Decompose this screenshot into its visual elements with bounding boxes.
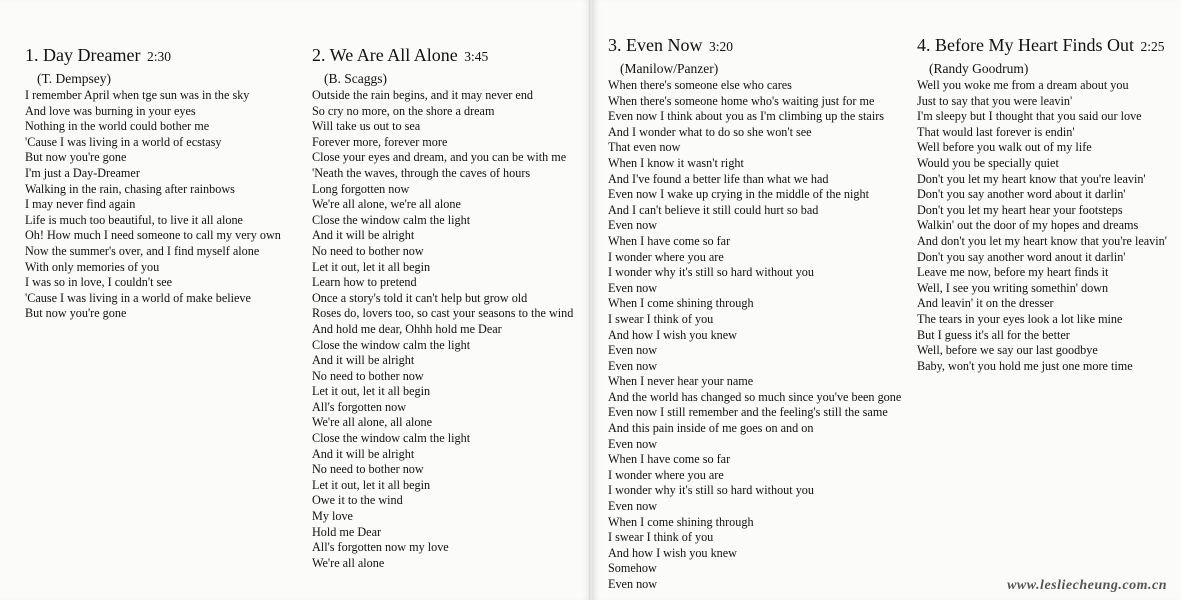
- song-column: [25, 44, 300, 322]
- song-writer: (B. Scaggs): [324, 71, 387, 86]
- lyric-line: Forever more, forever more: [312, 134, 448, 149]
- song-title-text: 4. Before My Heart Finds Out: [917, 35, 1134, 55]
- lyrics-list: [608, 78, 908, 593]
- song-writer: (Manilow/Panzer): [620, 61, 719, 76]
- lyric-line: 'Neath the waves, through the caves of hours: [312, 165, 531, 180]
- lyric-line: Let it out, let it all begin: [312, 259, 431, 274]
- song-duration: 2:30: [146, 49, 171, 64]
- lyric-line: When I come shining through: [608, 514, 754, 529]
- lyric-line: And this pain inside of me goes on and on: [608, 421, 814, 436]
- lyric-line: But I guess it's all for the better: [917, 327, 1070, 342]
- lyric-line: And it will be alright: [312, 228, 415, 243]
- lyric-line: And I wonder what to do so she won't see: [608, 124, 812, 139]
- lyric-line: I wonder where you are: [608, 467, 724, 482]
- lyric-line: I swear I think of you: [608, 311, 714, 326]
- lyric-line: We're all alone: [312, 555, 385, 570]
- lyric-line: 'Cause I was living in a world of ecstasy: [25, 134, 222, 149]
- lyric-line: And hold me dear, Ohhh hold me Dear: [312, 321, 502, 336]
- lyric-line: Let it out, let it all begin: [312, 384, 431, 399]
- lyric-line: I wonder where you are: [608, 249, 724, 264]
- song-title: [25, 44, 300, 68]
- lyric-line: And don't you let my heart know that you're leavin': [917, 233, 1167, 248]
- lyric-line: That even now: [608, 140, 681, 155]
- lyrics-list: [25, 88, 300, 322]
- lyric-line: No need to bother now: [312, 462, 424, 477]
- lyric-line: And how I wish you knew: [608, 327, 737, 342]
- lyric-line: All's forgotten now my love: [312, 540, 449, 555]
- song-duration: 2:25: [1140, 39, 1165, 54]
- song-title: [312, 44, 587, 68]
- lyric-line: Just to say that you were leavin': [917, 93, 1073, 108]
- lyric-line: Even now: [608, 577, 658, 591]
- lyric-line: Baby, won't you hold me just one more time: [917, 358, 1133, 373]
- lyric-line: No need to bother now: [312, 243, 424, 258]
- lyrics-list: [312, 88, 587, 571]
- lyric-line: When I come shining through: [608, 296, 754, 311]
- lyric-line: Close the window calm the light: [312, 212, 471, 227]
- lyric-line: When I have come so far: [608, 233, 731, 248]
- lyric-line: So cry no more, on the shore a dream: [312, 103, 495, 118]
- song-column: [312, 44, 587, 571]
- lyric-line: I'm sleepy but I thought that you said our love: [917, 109, 1142, 124]
- song-title: [608, 34, 908, 58]
- lyric-line: I swear I think of you: [608, 530, 714, 545]
- song-title-text: 3. Even Now: [608, 35, 703, 55]
- lyric-line: Even now: [608, 499, 658, 514]
- lyric-line: Outside the rain begins, and it may never end: [312, 88, 534, 102]
- lyric-line: But now you're gone: [25, 150, 127, 165]
- lyric-line: Even now: [608, 218, 658, 233]
- song-title-text: 2. We Are All Alone: [312, 45, 458, 65]
- lyric-line: Oh! How much I need someone to call my very own: [25, 228, 281, 243]
- lyric-line: 'Cause I was living in a world of make believe: [25, 290, 251, 305]
- lyric-line: I wonder why it's still so hard without you: [608, 265, 814, 280]
- song-title-text: 1. Day Dreamer: [25, 45, 141, 65]
- lyric-line: Hold me Dear: [312, 524, 382, 539]
- lyric-line: Walking in the rain, chasing after rainbows: [25, 181, 235, 196]
- lyric-line: And leavin' it on the dresser: [917, 296, 1054, 311]
- lyric-line: Close your eyes and dream, and you can be with me: [312, 150, 567, 165]
- lyric-line: Let it out, let it all begin: [312, 477, 431, 492]
- lyric-line: And how I wish you knew: [608, 545, 737, 560]
- lyric-line: Well, I see you writing somethin' down: [917, 280, 1109, 295]
- lyric-line: Walkin' out the door of my hopes and dreams: [917, 218, 1139, 233]
- lyric-line: And it will be alright: [312, 446, 415, 461]
- lyric-line: We're all alone, we're all alone: [312, 197, 461, 212]
- lyric-line: Well, before we say our last goodbye: [917, 343, 1098, 358]
- lyric-line: Don't you say another word about it darlin': [917, 187, 1126, 202]
- lyrics-list: [917, 78, 1177, 374]
- lyric-line: And it will be alright: [312, 353, 415, 368]
- lyric-line: Long forgotten now: [312, 181, 410, 196]
- lyric-line: Roses do, lovers too, so cast your seasons to the wind: [312, 306, 574, 321]
- lyric-line: Close the window calm the light: [312, 431, 471, 446]
- lyric-line: Learn how to pretend: [312, 275, 417, 290]
- lyric-line: I remember April when tge sun was in the sky: [25, 88, 250, 102]
- song-writer: (T. Dempsey): [37, 71, 111, 86]
- song-duration: 3:20: [708, 39, 733, 54]
- song-title: [917, 34, 1177, 58]
- lyric-line: Well you woke me from a dream about you: [917, 78, 1129, 92]
- lyric-line: That would last forever is endin': [917, 124, 1075, 139]
- lyric-line: When I have come so far: [608, 452, 731, 467]
- lyric-line: With only memories of you: [25, 259, 160, 274]
- lyric-line: Life is much too beautiful, to live it all alone: [25, 212, 243, 227]
- lyric-line: When there's someone else who cares: [608, 78, 792, 92]
- lyric-line: I wonder why it's still so hard without you: [608, 483, 814, 498]
- lyric-line: Don't you let my heart hear your footsteps: [917, 202, 1123, 217]
- lyric-line: Don't you let my heart know that you're leavin': [917, 171, 1146, 186]
- song-column: [608, 34, 908, 593]
- lyric-line: All's forgotten now: [312, 399, 407, 414]
- lyric-line: Now the summer's over, and I find myself alone: [25, 243, 260, 258]
- lyric-line: Will take us out to sea: [312, 119, 421, 134]
- lyric-line: Even now I wake up crying in the middle of the night: [608, 187, 869, 202]
- lyric-line: Nothing in the world could bother me: [25, 119, 210, 134]
- song-duration: 3:45: [464, 49, 489, 64]
- lyric-line: And I can't believe it still could hurt so bad: [608, 202, 819, 217]
- lyric-line: Owe it to the wind: [312, 493, 403, 508]
- song-writer: (Randy Goodrum): [929, 61, 1029, 76]
- lyric-line: Leave me now, before my heart finds it: [917, 265, 1109, 280]
- song-column: [917, 34, 1177, 374]
- lyric-line: My love: [312, 509, 353, 524]
- lyric-line: Well before you walk out of my life: [917, 140, 1092, 155]
- lyric-line: We're all alone, all alone: [312, 415, 432, 430]
- lyric-line: Once a story's told it can't help but grow old: [312, 290, 528, 305]
- lyric-line: When there's someone home who's waiting just for me: [608, 93, 875, 108]
- lyric-line: Even now I think about you as I'm climbing up the stairs: [608, 109, 885, 124]
- lyric-line: Even now I still remember and the feeling's still the same: [608, 405, 888, 420]
- lyric-line: I'm just a Day-Dreamer: [25, 165, 140, 180]
- lyric-line: The tears in your eyes look a lot like mine: [917, 311, 1123, 326]
- website-watermark: www.lesliecheung.com.cn: [1007, 578, 1167, 593]
- lyric-line: Would you be specially quiet: [917, 155, 1059, 170]
- lyric-line: When I never hear your name: [608, 374, 754, 389]
- lyric-line: Even now: [608, 343, 658, 358]
- lyric-line: I may never find again: [25, 197, 136, 212]
- lyric-line: But now you're gone: [25, 306, 127, 321]
- lyric-line: And the world has changed so much since you've been gone: [608, 389, 902, 404]
- lyric-line: Even now: [608, 280, 658, 295]
- lyric-line: Even now: [608, 358, 658, 373]
- lyric-line: Somehow: [608, 561, 657, 576]
- lyric-line: No need to bother now: [312, 368, 424, 383]
- lyric-line: I was so in love, I couldn't see: [25, 275, 173, 290]
- lyric-line: Even now: [608, 436, 658, 451]
- lyric-line: Don't you say another word anout it darlin': [917, 249, 1126, 264]
- lyric-line: And I've found a better life than what we had: [608, 171, 829, 186]
- lyric-line: Close the window calm the light: [312, 337, 471, 352]
- lyric-line: And love was burning in your eyes: [25, 103, 196, 118]
- lyric-line: When I know it wasn't right: [608, 155, 744, 170]
